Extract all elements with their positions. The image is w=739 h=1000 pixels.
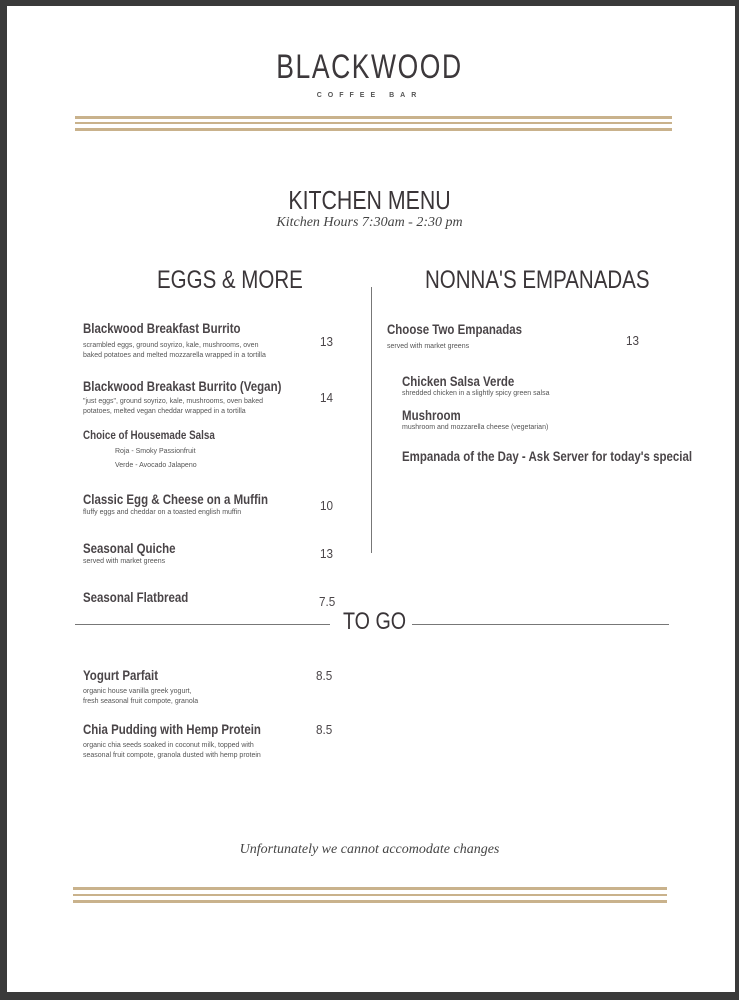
menu-item-desc: baked potatoes and melted mozzarella wrapped in a tortilla — [83, 352, 266, 359]
salsa-option: Roja - Smoky Passionfruit — [115, 448, 196, 455]
brand-subtitle: COFFEE BAR — [316, 92, 423, 99]
top-divider-3 — [75, 128, 672, 131]
bottom-divider-2 — [73, 894, 667, 896]
page-title: KITCHEN MENU — [288, 185, 451, 215]
bottom-divider-3 — [73, 900, 667, 903]
menu-item-price: 8.5 — [316, 668, 333, 683]
menu-item-name: Choose Two Empanadas — [387, 321, 523, 337]
menu-item-price: 14 — [320, 390, 334, 405]
section-title-empanadas: NONNA'S EMPANADAS — [425, 266, 650, 294]
section-title-eggs: EGGS & MORE — [157, 266, 303, 294]
bottom-divider-1 — [73, 887, 667, 890]
menu-item-desc: seasonal fruit compote, granola dusted with hemp protein — [83, 752, 261, 759]
menu-item-desc: potatoes, melted vegan cheddar wrapped in a tortilla — [83, 408, 246, 415]
kitchen-hours: Kitchen Hours 7:30am - 2:30 pm — [276, 215, 463, 230]
empanada-option-name: Chicken Salsa Verde — [402, 373, 515, 389]
menu-item-desc: fresh seasonal fruit compote, granola — [83, 698, 199, 705]
menu-item-name: Yogurt Parfait — [83, 667, 159, 683]
menu-item-price: 8.5 — [316, 722, 333, 737]
menu-item-desc: organic house vanilla greek yogurt, — [83, 688, 192, 695]
menu-item-price: 10 — [320, 498, 334, 513]
menu-item-desc: "just eggs", ground soyrizo, kale, mushrooms, oven baked — [83, 398, 264, 405]
empanada-option-name: Mushroom — [402, 407, 461, 423]
menu-item-desc: served with market greens — [387, 343, 470, 350]
menu-item-name: Blackwood Breakast Burrito (Vegan) — [83, 378, 282, 394]
togo-divider-left — [75, 624, 330, 625]
menu-item-name: Seasonal Flatbread — [83, 589, 189, 605]
section-title-togo: TO GO — [343, 608, 407, 635]
top-divider-1 — [75, 116, 672, 119]
menu-item-price: 13 — [320, 334, 334, 349]
menu-item-desc: organic chia seeds soaked in coconut milk, topped with — [83, 742, 254, 749]
menu-item-price: 13 — [320, 546, 334, 561]
brand-logo: BLACKWOOD — [276, 48, 463, 86]
menu-item-price: 13 — [626, 333, 640, 348]
menu-item-name: Seasonal Quiche — [83, 540, 176, 556]
menu-item-desc: scrambled eggs, ground soyrizo, kale, mushrooms, oven — [83, 342, 259, 349]
empanada-special: Empanada of the Day - Ask Server for today's special — [402, 448, 693, 464]
menu-item-price: 7.5 — [319, 594, 336, 609]
togo-divider-right — [412, 624, 669, 625]
menu-item-desc: fluffy eggs and cheddar on a toasted english muffin — [83, 509, 242, 516]
empanada-option-desc: shredded chicken in a slightly spicy green salsa — [402, 390, 550, 397]
menu-item-desc: served with market greens — [83, 558, 166, 565]
empanada-option-desc: mushroom and mozzarella cheese (vegetarian) — [402, 424, 549, 431]
salsa-choice-title: Choice of Housemade Salsa — [83, 428, 215, 442]
column-divider — [371, 287, 372, 553]
menu-item-name: Classic Egg & Cheese on a Muffin — [83, 491, 268, 507]
top-divider-2 — [75, 122, 672, 124]
salsa-option: Verde - Avocado Jalapeno — [115, 462, 197, 469]
menu-item-name: Chia Pudding with Hemp Protein — [83, 721, 261, 737]
menu-item-name: Blackwood Breakfast Burrito — [83, 320, 241, 336]
footer-note: Unfortunately we cannot accomodate changes — [239, 842, 500, 857]
